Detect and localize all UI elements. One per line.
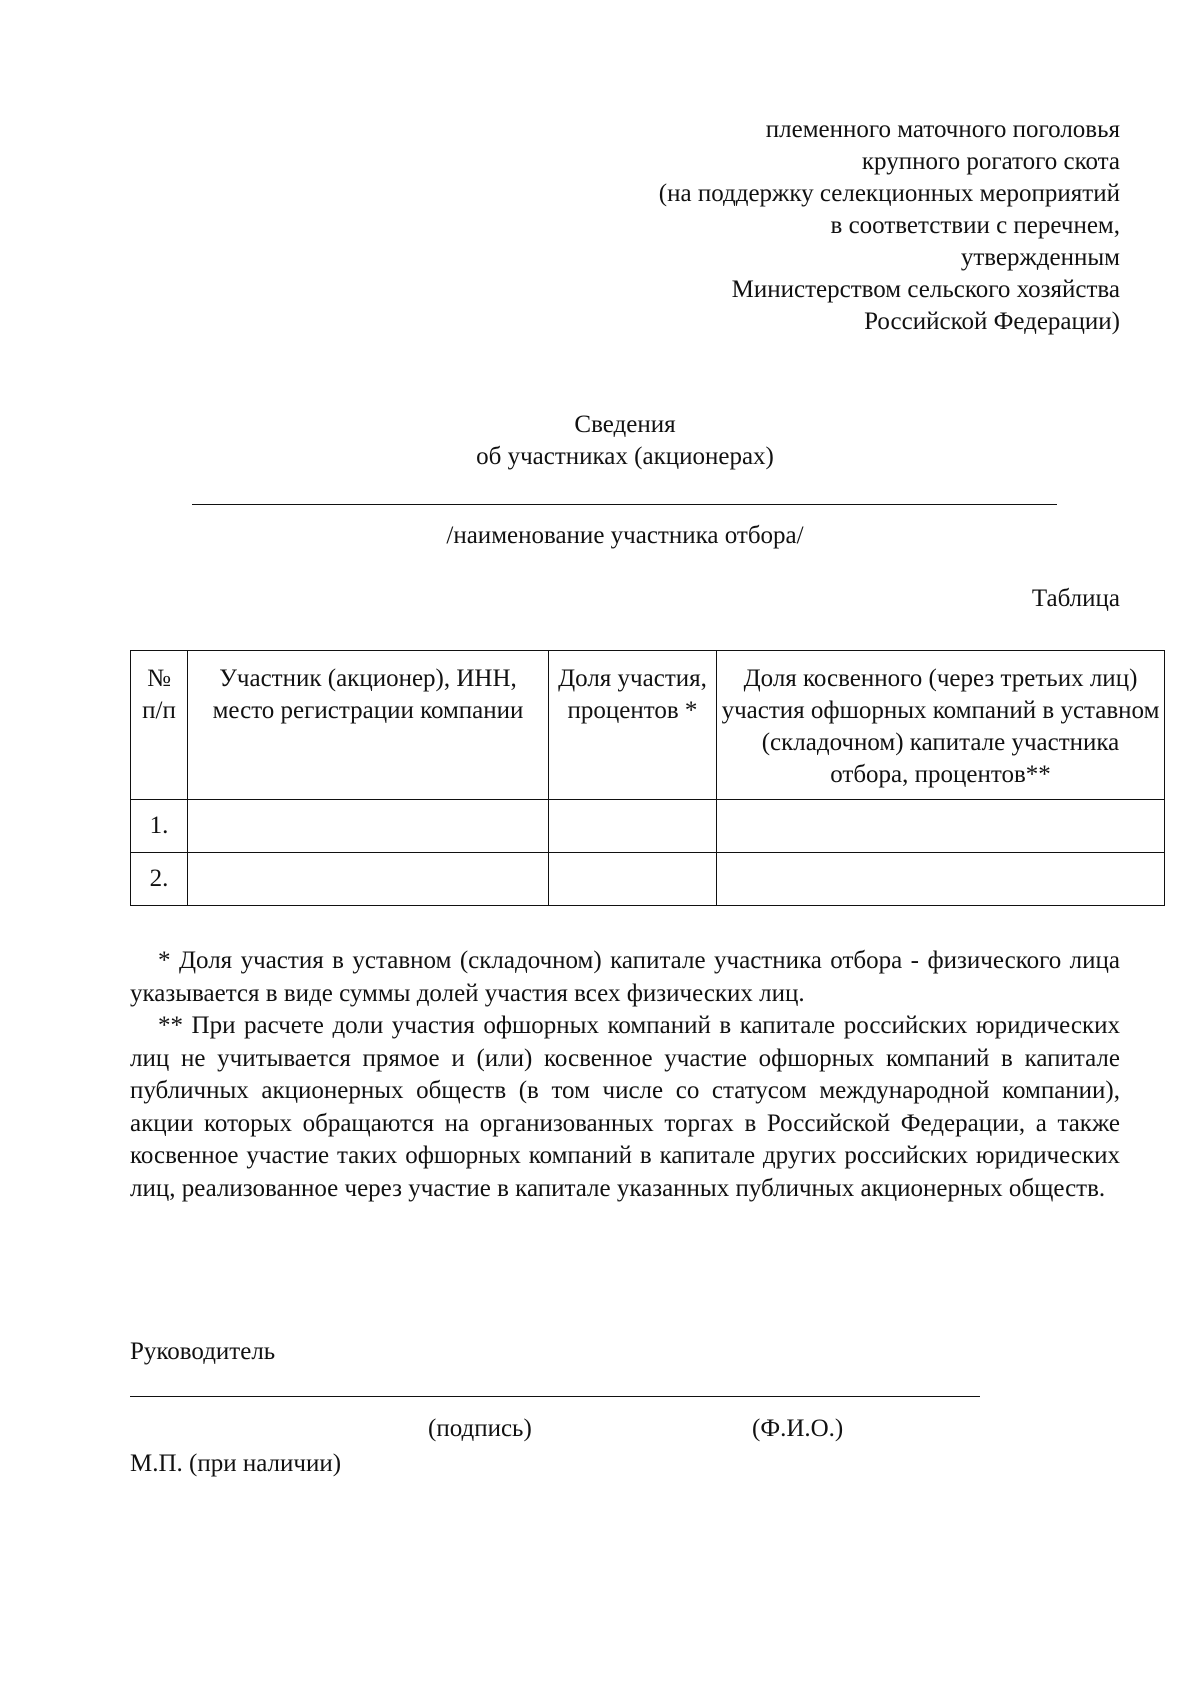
signature-line <box>130 1396 980 1397</box>
row-number-cell: 2. <box>131 853 188 906</box>
signature-caption: (подпись) <box>428 1415 532 1442</box>
row-number-cell: 1. <box>131 800 188 853</box>
offshore-share-cell <box>717 853 1165 906</box>
participant-cell <box>188 800 549 853</box>
participant-cell <box>188 853 549 906</box>
document-title: Сведения <box>574 411 676 438</box>
footnote-1: * Доля участия в уставном (складочном) капитале участника отбора - физического лица указывается в виде суммы долей участия всех физических лиц. <box>130 947 1120 1007</box>
header-line: Министерством сельского хозяйства <box>731 276 1120 303</box>
stamp-place: М.П. (при наличии) <box>130 1450 342 1477</box>
header-approval-block <box>560 114 1120 338</box>
table-header-row <box>131 651 1165 800</box>
signer-role: Руководитель <box>130 1338 276 1365</box>
table-row <box>131 800 1165 853</box>
table-label: Таблица <box>1031 585 1120 612</box>
header-cell-number: № п/п <box>131 651 188 800</box>
header-cell-offshore-share: Доля косвенного (через третьих лиц) участия офшорных компаний в уставном (складочном) капитале участника отбора, процентов** <box>717 651 1165 800</box>
header-cell-participant: Участник (акционер), ИНН, место регистрации компании <box>188 651 549 800</box>
header-cell-share: Доля участия, процентов * <box>549 651 717 800</box>
offshore-share-cell <box>717 800 1165 853</box>
header-line: в соответствии с перечнем, <box>830 212 1120 239</box>
participant-name-caption: /наименование участника отбора/ <box>446 522 804 549</box>
header-line: крупного рогатого скота <box>861 148 1120 175</box>
header-line: племенного маточного поголовья <box>765 116 1120 143</box>
share-cell <box>549 853 717 906</box>
full-name-caption: (Ф.И.О.) <box>752 1415 844 1442</box>
participant-name-line <box>192 504 1057 505</box>
header-line: утвержденным <box>960 244 1120 271</box>
footnote-2: ** При расчете доли участия офшорных компаний в капитале российских юридических лиц не учитывается прямое и (или) косвенное участие офшорных компаний в капитале публичных акционерных обществ (в том числе со статусом международной компании), акции которых обращаются на организованных торгах в Российской Федерации, а также косвенное участие таких офшорных компаний в капитале других российских юридических лиц, реализованное через участие в капитале указанных публичных акционерных обществ. <box>130 1012 1120 1202</box>
table-row <box>131 853 1165 906</box>
shareholders-table <box>130 650 1165 906</box>
document-subtitle: об участниках (акционерах) <box>476 443 774 470</box>
header-line: Российской Федерации) <box>864 308 1120 335</box>
header-line: (на поддержку селекционных мероприятий <box>658 180 1120 207</box>
share-cell <box>549 800 717 853</box>
footnotes <box>130 945 1120 1205</box>
